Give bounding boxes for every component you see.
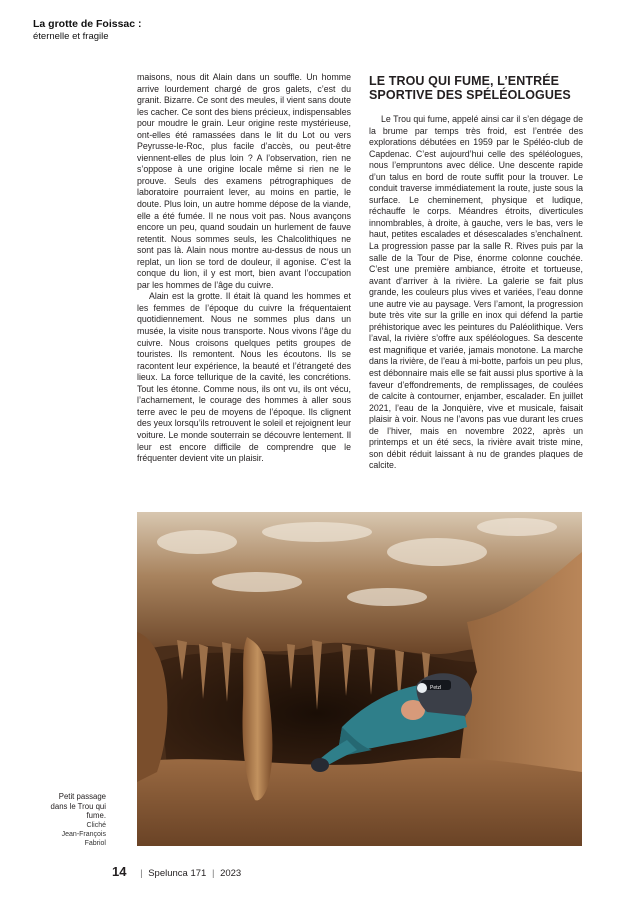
helmet-brand-text: Petzl [430,685,442,691]
header-subtitle: éternelle et fragile [33,31,109,42]
footer-separator: | [211,868,215,879]
caption-credit-label: Cliché [86,821,106,829]
page-footer [112,864,241,879]
section-heading: LE TROU QUI FUME, L’ENTRÉE SPORTIVE DES SPÉLÉOLOGUES [369,74,571,102]
publication-year: 2023 [220,868,242,879]
left-paragraph: maisons, nous dit Alain dans un souffle. Un homme arrive lourdement chargé de gros galets, c’est du granit. Bizarre. Ce sont des meules, il vient sans doute les cacher. Ce sont des biens précieux, indispensables pour moudre le grain. Leur origine reste mystérieuse, ont-elles été ramassées dans le lit du Lot ou vers Peyrusse-le-Roc, plus facile d’accès, ou peut-être viennent-elles de plus loin ? A l’observation, rien ne s’oppose à une origine locale même si rien ne le prouve. Seuls des examens pétrographiques de laboratoire pourraient lever, au moins en partie, le doute. Plus loin, un autre homme dépose de la viande, elle a été fumée. Il ne nous voit pas. Nous avançons encore un peu, quand soudain un hurlement de fauve retentit. Nous sommes seuls, les Chalcolithiques ne sont pas là. Alain nous montre au-dessus de nous un replat, un lion se tord de douleur, il agonise. C’est la conque du lion, il y est mort, bien avant l’occupation par les hommes de l’âge du cuivre. [137,72,351,290]
right-paragraph: Le Trou qui fume, appelé ainsi car il s’en dégage de la brume par temps très froid, est l’entrée des explorations débutées en 1959 par le Spéléo-club de Capdenac. C’est aujourd’hui celle des spéléologues, nous l’empruntons avec délice. Une descente rapide d’un talus en bord de route suffit pour la trouver. Le conduit traverse immédiatement la route, juste sous la surface. Le cheminement, physique et ludique, réchauffe le corps. Méandres étroits, diverticules innombrables, à droite, à gauche, vers le bas, vers le haut, petites escalades et désescalades s’enchaînent. La progression passe par la salle R. Rives puis par la salle de la Tour de Pise, énorme colonne couchée. C’est une première ambiance, étroite et tortueuse, avant d’arriver à la rivière. La galerie se fait plus grande, les couleurs plus vives et variées, l’eau donne une autre vie au paysage. Vers l’amont, la progression bute très vite sur la grille en inox qui défend la partie préhistorique avec les peintures du Paléolithique. Vers l’aval, la rivière s’offre aux spéléologues. Sa descente est magnifique et variée, jamais monotone. La marche dans la rivière, de l’eau à mi-botte, parfois un peu plus, est débonnaire mais elle se fait aussi plus sportive à la faveur d’effondrements, de remplissages, de coulées de calcite à contourner, enjamber, escalader. En juillet 2021, l’eau de la Jonquière, vive et musicale, faisait plaisir à voir. Nous ne l’avons pas vue durant les crues de l’hiver, mais en novembre 2022, après un printemps et un été secs, la rivière avait triste mine, son débit réduit laissant à nu de grandes plaques de calcite. [369,114,583,471]
left-paragraph: Alain est la grotte. Il était là quand les hommes et les femmes de l’époque du cuivre la fréquentaient quotidiennement. Nous ne sommes plus dans un musée, la visite nous transporte. Nous vivons l’âge du cuivre. Nous croisons quelques petits groupes de touristes. Ils remontent. Nous les écoutons. Ils se racontent leur expérience, la beauté et l’étrangeté des lieux. La force tellurique de la cavité, les concrétions. Tout les étonne. Comme nous, ils ont vu, ils ont vécu, l’acharnement, le courage des hommes à aller sous terre avec le peu de moyens de l’époque. Ils clignent des yeux lorsqu’ils retrouvent le soleil et rejoignent leur voiture. Le monde souterrain se découvre lentement. Il leur est encore difficile de comprendre que le fréquenter devient vite un plaisir. [137,291,351,464]
footer-separator: | [140,868,143,879]
header-title: La grotte de Foissac : [33,18,142,30]
left-text-column [137,72,351,465]
caption-credit-name: Jean-François Fabriol [61,830,106,847]
cave-photo-illustration [137,512,582,846]
page-number: 14 [112,864,127,879]
right-text-column [369,72,583,472]
caption-text: Petit passage dans le Trou qui fume. [50,792,106,821]
cave-photo [137,512,582,846]
magazine-name: Spelunca 171 [148,868,207,879]
running-header [33,18,233,43]
photo-caption [40,792,106,848]
